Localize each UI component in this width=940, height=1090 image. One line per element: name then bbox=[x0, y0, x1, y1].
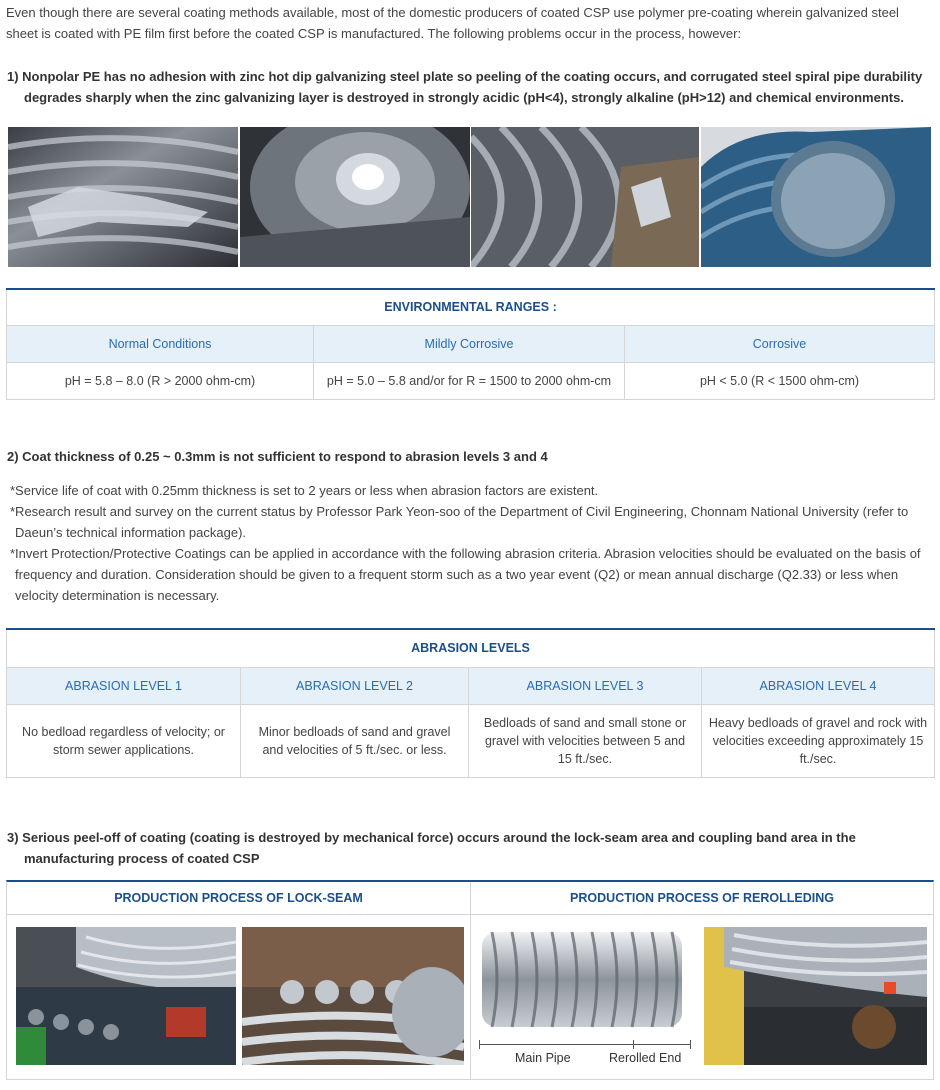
abrasion-header-1: ABRASION LEVEL 1 bbox=[7, 667, 241, 704]
rerolled-end-label: Rerolled End bbox=[609, 1051, 682, 1065]
production-divider bbox=[470, 882, 471, 1080]
photo-rerolled-pipe bbox=[477, 927, 692, 1037]
abrasion-value-3: Bedloads of sand and small stone or gravel with velocities between 5 and 15 ft./sec. bbox=[469, 704, 702, 777]
abrasion-value-2: Minor bedloads of sand and gravel and velocities of 5 ft./sec. or less. bbox=[241, 704, 469, 777]
abrasion-levels-table bbox=[6, 628, 935, 778]
photo-peeled-coating-3 bbox=[471, 127, 699, 267]
section3-title-line2: manufacturing process of coated CSP bbox=[24, 851, 260, 866]
photo-lockseam-machine bbox=[16, 927, 236, 1065]
abrasion-table-title: ABRASION LEVELS bbox=[7, 629, 935, 667]
intro-paragraph: Even though there are several coating methods available, most of the domestic producers of coated CSP use polymer pre-coating wherein galvanized steel sheet is coated with PE film first before the coated CSP is manufactured. The following problems occur in the process, however: bbox=[6, 5, 899, 41]
abrasion-value-4: Heavy bedloads of gravel and rock with velocities exceeding approximately 15 ft./sec. bbox=[702, 704, 935, 777]
env-header-mild: Mildly Corrosive bbox=[314, 325, 625, 362]
env-value-corrosive: pH < 5.0 (R < 1500 ohm-cm) bbox=[625, 362, 935, 399]
section1-title bbox=[7, 66, 922, 108]
note-invert-protection: *Invert Protection/Protective Coatings can be applied in accordance with the following abrasion criteria. Abrasion velocities should be evaluated on the basis of frequency and duration. Consideration should be given to a frequent storm such as a two year event (Q2) or mean annual discharge (Q2.33) or less when velocity determination is necessary. bbox=[10, 546, 921, 603]
section3-title bbox=[7, 827, 856, 869]
abrasion-value-1: No bedload regardless of velocity; or storm sewer applications. bbox=[7, 704, 241, 777]
production-process-panel bbox=[6, 880, 934, 1080]
photo-peeled-coating-2 bbox=[240, 127, 470, 267]
env-value-normal: pH = 5.8 – 8.0 (R > 2000 ohm-cm) bbox=[7, 362, 314, 399]
section3-title-line1: 3) Serious peel-off of coating (coating is destroyed by mechanical force) occurs around the lock-seam area and coupling band area in the bbox=[7, 830, 856, 845]
env-table-title: ENVIRONMENTAL RANGES : bbox=[7, 289, 935, 325]
section1-title-line2: degrades sharply when the zinc galvanizing layer is destroyed in strongly acidic (pH<4), strongly alkaline (pH>12) and chemical environments. bbox=[24, 90, 904, 105]
note-service-life: *Service life of coat with 0.25mm thickness is set to 2 years or less when abrasion factors are existent. bbox=[10, 483, 599, 498]
photo-peeled-coating-1 bbox=[8, 127, 238, 267]
environmental-ranges-table bbox=[6, 288, 935, 400]
env-header-corrosive: Corrosive bbox=[625, 325, 935, 362]
env-value-mild: pH = 5.0 – 5.8 and/or for R = 1500 to 2000 ohm-cm bbox=[314, 362, 625, 399]
abrasion-header-4: ABRASION LEVEL 4 bbox=[702, 667, 935, 704]
note-research: *Research result and survey on the current status by Professor Park Yeon-soo of the Department of Civil Engineering, Chonnam National University (refer to Daeun’s technical information package). bbox=[10, 504, 909, 540]
main-pipe-label: Main Pipe bbox=[515, 1051, 571, 1065]
rerolling-title: PRODUCTION PROCESS OF REROLLEDING bbox=[471, 882, 933, 915]
section1-title-line1: 1) Nonpolar PE has no adhesion with zinc hot dip galvanizing steel plate so peeling of the coating occurs, and corrugated steel spiral pipe durability bbox=[7, 69, 923, 84]
photo-rerolling-machine bbox=[704, 927, 927, 1065]
section2-notes bbox=[10, 480, 930, 606]
section2-title: 2) Coat thickness of 0.25 ~ 0.3mm is not sufficient to respond to abrasion levels 3 and 4 bbox=[7, 449, 548, 464]
photo-peeled-coating-4 bbox=[701, 127, 931, 267]
abrasion-header-3: ABRASION LEVEL 3 bbox=[469, 667, 702, 704]
lockseam-title: PRODUCTION PROCESS OF LOCK-SEAM bbox=[7, 882, 470, 915]
photo-lockseam-rollers bbox=[242, 927, 464, 1065]
abrasion-header-2: ABRASION LEVEL 2 bbox=[241, 667, 469, 704]
env-header-normal: Normal Conditions bbox=[7, 325, 314, 362]
